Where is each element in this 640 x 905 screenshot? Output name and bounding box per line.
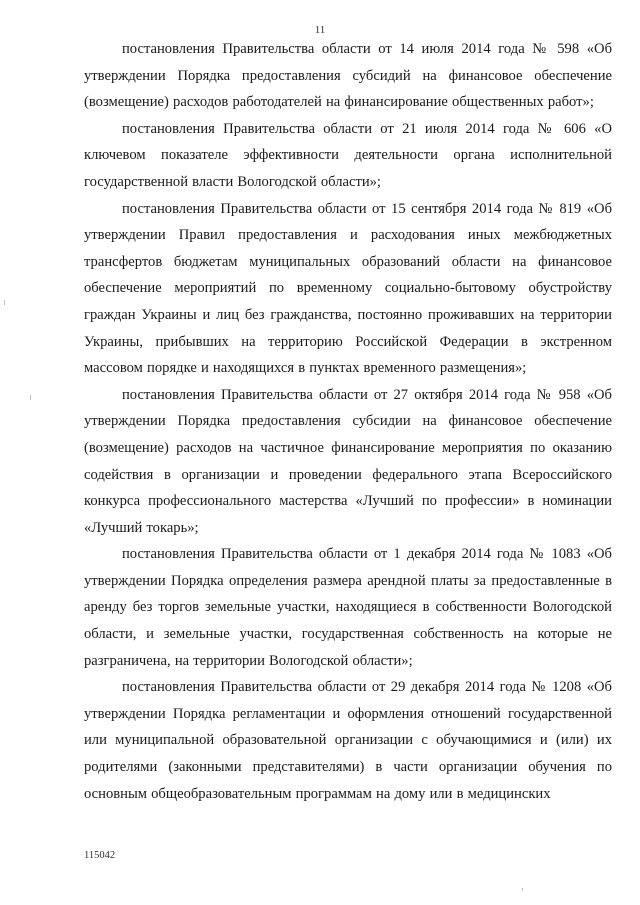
document-body xyxy=(84,36,612,807)
paragraph-resolution-1083: постановления Правительства области от 1 декабря 2014 года № 1083 «Об утверждении Порядка определения размера арендной платы за предоставленные в аренду без торгов земельные участки, находящиеся в собственности Вологодской области, и земельные участки, государственная собственность на которые не разграничена, на территории Вологодской области»; xyxy=(84,546,612,669)
paragraph-resolution-606: постановления Правительства области от 21 июля 2014 года № 606 «О ключевом показателе эффективности деятельности органа исполнительной государственной власти Вологодской области»; xyxy=(84,120,612,190)
margin-mark xyxy=(4,300,5,305)
document-code: 115042 xyxy=(84,850,116,861)
paragraph-resolution-958: постановления Правительства области от 27 октября 2014 года № 958 «Об утверждении Порядка предоставления субсидии на финансовое обеспечение (возмещение) расходов на частичное финансирование мероприятия по оказанию содействия в организации и проведении федерального этапа Всероссийского конкурса профессионального мастерства «Лучший по профессии» в номинации «Лучший токарь»; xyxy=(84,386,612,536)
page-number: 11 xyxy=(314,24,326,36)
margin-mark xyxy=(522,888,523,891)
paragraph-resolution-819: постановления Правительства области от 15 сентября 2014 года № 819 «Об утверждении Правил предоставления и расходования иных межбюджетных трансфертов бюджетам муниципальных образований области на финансовое обеспечение мероприятий по временному социально-бытовому обустройству граждан Украины и лиц без гражданства, постоянно проживавших на территории Украины, прибывших на территорию Российской Федерации в экстренном массовом порядке и находящихся в пунктах временного размещения»; xyxy=(84,200,612,377)
paragraph-resolution-598: постановления Правительства области от 14 июля 2014 года № 598 «Об утверждении Порядка предоставления субсидий на финансовое обеспечение (возмещение) расходов работодателей на финансирование общественных работ»; xyxy=(84,41,612,111)
paragraph-resolution-1208: постановления Правительства области от 29 декабря 2014 года № 1208 «Об утверждении Порядка регламентации и оформления отношений государственной или муниципальной образовательной организации с обучающимися и (или) их родителями (законными представителями) в части организации обучения по основным общеобразовательным программам на дому или в медицинских xyxy=(84,679,612,802)
margin-mark xyxy=(30,395,31,400)
